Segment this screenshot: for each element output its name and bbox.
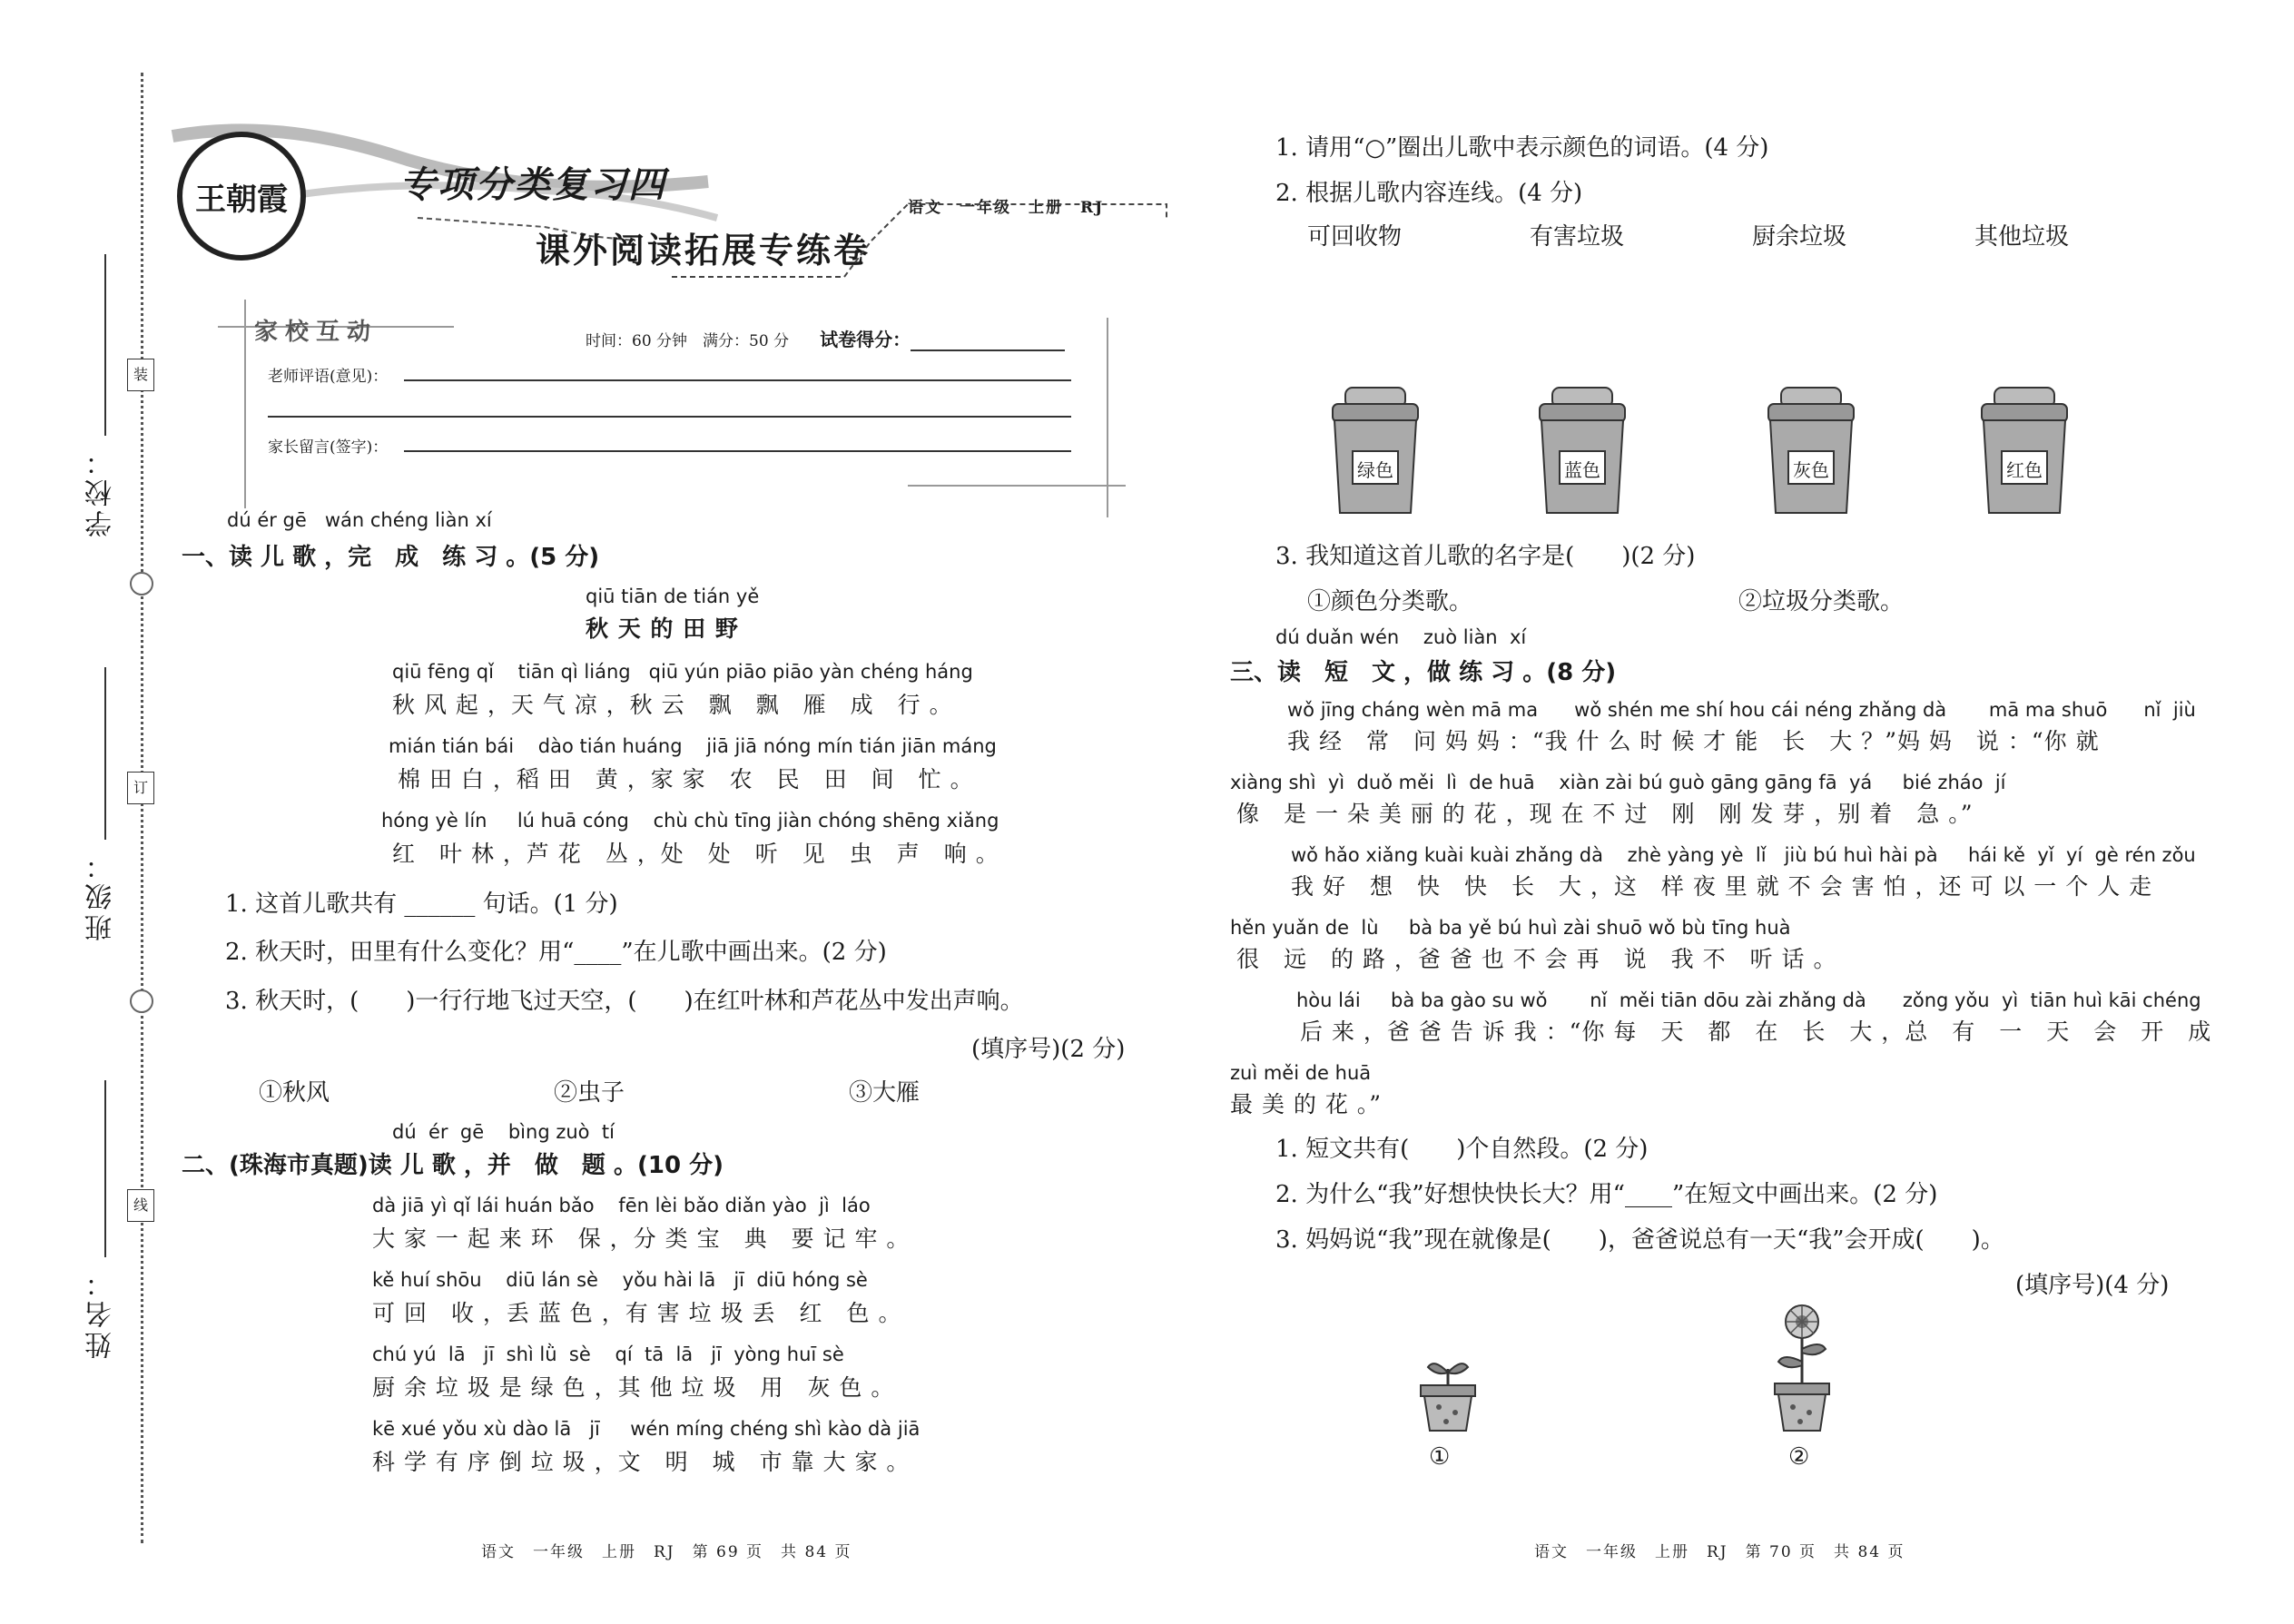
binding-box-mid: 订 bbox=[127, 772, 154, 804]
footer-left: 语文 一年级 上册 RJ 第 69 页 共 84 页 bbox=[481, 1543, 852, 1561]
trash-bin-icon[interactable] bbox=[1974, 386, 2074, 517]
school-field[interactable] bbox=[104, 254, 106, 436]
exam-meta bbox=[586, 325, 1065, 351]
poem-title: 秋 天 的 田 野 bbox=[586, 615, 739, 642]
passage-line: 很 远 的 路 ，爸 爸 也 不 会 再 说 我 不 听 话 。 bbox=[1236, 946, 1837, 972]
passage-line-pinyin: hěn yuǎn de lù bà ba yě bú huì zài shuō wǒ bù tīng huà bbox=[1230, 917, 1791, 939]
s1-question-3: 3. 秋天时，( )一行行地飞过天空，( )在红叶林和芦花丛中发出声响。 bbox=[225, 988, 1024, 1015]
name-label: 姓名： bbox=[85, 1266, 117, 1359]
score-label: 试卷得分： bbox=[820, 329, 911, 350]
poem-line: 棉 田 白 ，稻 田 黄 ，家 家 农 民 田 间 忙 。 bbox=[398, 766, 974, 792]
parent-note-field[interactable] bbox=[404, 450, 1071, 452]
bin-label: 红色 bbox=[2006, 459, 2043, 481]
class-label: 班级： bbox=[85, 849, 117, 941]
s1-option[interactable]: ③大雁 bbox=[849, 1079, 921, 1107]
passage-line-pinyin: wǒ hǎo xiǎng kuài kuài zhǎng dà zhè yàng yè lǐ jiù bú huì hài pà hái kě yǐ yí gè rén zǒu bbox=[1291, 844, 2196, 866]
passage-line: 后 来 ，爸 爸 告 诉 我 ：“你 每 天 都 在 长 大 ，总 有 一 天 会 开 成 bbox=[1300, 1019, 2212, 1045]
s1-option[interactable]: ①秋风 bbox=[259, 1079, 330, 1107]
binding-box-bottom: 线 bbox=[127, 1189, 154, 1222]
category-other[interactable]: 其他垃圾 bbox=[1974, 223, 2070, 251]
section2-title: 二、(珠海市真题)读 儿 歌 ，并 做 题 。(10 分) bbox=[182, 1152, 724, 1179]
rhyme-line-pinyin: kē xué yǒu xù dào lā jī wén míng chéng shì kào dà jiā bbox=[372, 1418, 921, 1440]
trash-bin-icon[interactable] bbox=[1325, 386, 1425, 517]
s2-question-2: 2. 根据儿歌内容连线。(4 分) bbox=[1275, 180, 1583, 207]
section3-title: 三、读 短 文 ，做 练 习 。(8 分) bbox=[1230, 659, 1617, 686]
s2-q3-option[interactable]: ①颜色分类歌。 bbox=[1307, 588, 1473, 615]
rhyme-line-pinyin: chú yú lā jī shì lǜ sè qí tā lā jī yòng huī sè bbox=[372, 1343, 844, 1365]
class-field[interactable] bbox=[104, 667, 106, 840]
category-recyclable[interactable]: 可回收物 bbox=[1307, 223, 1403, 251]
teacher-comment-field[interactable] bbox=[404, 379, 1071, 381]
bin-label: 绿色 bbox=[1357, 459, 1393, 481]
s2-question-3: 3. 我知道这首儿歌的名字是( )(2 分) bbox=[1275, 543, 1696, 570]
binding-sidebar bbox=[0, 0, 182, 1624]
passage-line: 最 美 的 花 。” bbox=[1230, 1091, 1383, 1117]
poem-title-pinyin: qiū tiān de tián yě bbox=[586, 586, 760, 607]
subject-tag: 语文 一年级 上册 RJ bbox=[908, 199, 1105, 217]
s3-question-3: 3. 妈妈说“我”现在就像是( )，爸爸说总有一天“我”会开成( )。 bbox=[1275, 1226, 2004, 1254]
poem-line: 红 叶 林 ，芦 花 丛 ，处 处 听 见 虫 声 响 。 bbox=[392, 841, 999, 867]
rhyme-line: 大 家 一 起 来 环 保 ，分 类 宝 典 要 记 牢 。 bbox=[372, 1225, 911, 1252]
category-kitchen[interactable]: 厨余垃圾 bbox=[1752, 223, 1847, 251]
home-school-title: 家校互动 bbox=[254, 319, 379, 346]
s2-q3-option[interactable]: ②垃圾分类歌。 bbox=[1738, 588, 1905, 615]
teacher-comment-label: 老师评语(意见)： bbox=[268, 368, 389, 386]
score-field[interactable] bbox=[911, 349, 1065, 351]
exam-time: 时间：60 分钟 满分：50 分 bbox=[586, 332, 790, 350]
bin-label: 蓝色 bbox=[1564, 459, 1600, 481]
parent-note-label: 家长留言(签字)： bbox=[268, 438, 389, 457]
s3-question-2: 2. 为什么“我”好想快快长大？用“____”在短文中画出来。(2 分) bbox=[1275, 1181, 1938, 1208]
s1-option[interactable]: ②虫子 bbox=[554, 1079, 625, 1107]
binding-hole-icon bbox=[130, 572, 153, 595]
rhyme-line-pinyin: dà jiā yì qǐ lái huán bǎo fēn lèi bǎo diǎn yào jì láo bbox=[372, 1195, 871, 1216]
section1-pinyin: dú ér gē wán chéng liàn xí bbox=[227, 509, 492, 531]
s2-question-1: 1. 请用“○”圈出儿歌中表示颜色的词语。(4 分) bbox=[1275, 134, 1769, 162]
binding-box-top: 装 bbox=[127, 359, 154, 391]
bin-label: 灰色 bbox=[1793, 459, 1829, 481]
poem-line-pinyin: hóng yè lín lú huā cóng chù chù tīng jiàn chóng shēng xiǎng bbox=[381, 810, 999, 832]
poem-line-pinyin: mián tián bái dào tián huáng jiā jiā nóng mín tián jiān máng bbox=[389, 735, 997, 757]
teacher-comment-field-2[interactable] bbox=[268, 416, 1071, 418]
passage-line-pinyin: xiàng shì yì duǒ měi lì de huā xiàn zài bú guò gāng gāng fā yá bié zháo jí bbox=[1230, 772, 2006, 793]
s3-question-3-note: (填序号)(4 分) bbox=[2015, 1272, 2170, 1299]
section-special-title: 专项分类复习四 bbox=[399, 163, 666, 206]
passage-line: 像 是 一 朵 美 丽 的 花 ，现 在 不 过 刚 刚 发 芽 ，别 着 急 。” bbox=[1236, 801, 1974, 827]
section2-pinyin: dú ér gē bìng zuò tí bbox=[392, 1121, 615, 1143]
school-label: 学校： bbox=[85, 445, 117, 537]
s1-question-2: 2. 秋天时，田里有什么变化？用“____”在儿歌中画出来。(2 分) bbox=[225, 939, 887, 966]
flower-pot-icon[interactable] bbox=[1766, 1298, 1838, 1434]
poem-line: 秋 风 起 ，天 气 凉 ，秋 云 飘 飘 雁 成 行 。 bbox=[392, 692, 953, 718]
s3-question-1: 1. 短文共有( )个自然段。(2 分) bbox=[1275, 1136, 1649, 1163]
name-field[interactable] bbox=[104, 1080, 106, 1257]
publisher-logo: 王朝霞 bbox=[177, 132, 306, 261]
trash-bin-icon[interactable] bbox=[1761, 386, 1861, 517]
trash-bin-icon[interactable] bbox=[1532, 386, 1632, 517]
passage-line: 我 好 想 快 快 长 大 ，这 样 夜 里 就 不 会 害 怕 ，还 可 以 一 个 人 走 bbox=[1291, 873, 2153, 900]
passage-line-pinyin: zuì měi de huā bbox=[1230, 1062, 1372, 1084]
binding-hole-icon bbox=[130, 989, 153, 1013]
rhyme-line: 可 回 收 ，丢 蓝 色 ，有 害 垃 圾 丢 红 色 。 bbox=[372, 1300, 902, 1326]
picture-label: ② bbox=[1788, 1443, 1810, 1471]
passage-line-pinyin: hòu lái bà ba gào su wǒ nǐ měi tiān dōu zài zhǎng dà zǒng yǒu yì tiān huì kāi chéng bbox=[1296, 989, 2201, 1011]
s1-question-3-note: (填序号)(2 分) bbox=[971, 1036, 1126, 1063]
poem-line-pinyin: qiū fēng qǐ tiān qì liáng qiū yún piāo piāo yàn chéng háng bbox=[392, 661, 973, 683]
category-hazardous[interactable]: 有害垃圾 bbox=[1530, 223, 1625, 251]
s1-question-1: 1. 这首儿歌共有 ______ 句话。(1 分) bbox=[225, 891, 618, 918]
section3-pinyin: dú duǎn wén zuò liàn xí bbox=[1275, 626, 1527, 648]
sprout-pot-icon[interactable] bbox=[1412, 1353, 1484, 1434]
page-title: 课外阅读拓展专练卷 bbox=[536, 230, 871, 271]
footer-right: 语文 一年级 上册 RJ 第 70 页 共 84 页 bbox=[1534, 1543, 1905, 1561]
passage-line-pinyin: wǒ jīng cháng wèn mā ma wǒ shén me shí hou cái néng zhǎng dà mā ma shuō nǐ jiù bbox=[1287, 699, 2196, 721]
cut-line bbox=[141, 73, 143, 1543]
section1-title: 一、读 儿 歌 ，完 成 练 习 。(5 分) bbox=[182, 544, 600, 571]
passage-line: 我 经 常 问 妈 妈 ：“我 什 么 时 候 才 能 长 大 ？”妈 妈 说 ：“你 就 bbox=[1287, 728, 2100, 754]
rhyme-line-pinyin: kě huí shōu diū lán sè yǒu hài lā jī diū hóng sè bbox=[372, 1269, 868, 1291]
picture-label: ① bbox=[1429, 1443, 1451, 1471]
title-dashed-frame bbox=[663, 186, 1171, 286]
rhyme-line: 科 学 有 序 倒 垃 圾 ，文 明 城 市 靠 大 家 。 bbox=[372, 1449, 911, 1475]
rhyme-line: 厨 余 垃 圾 是 绿 色 ，其 他 垃 圾 用 灰 色 。 bbox=[372, 1374, 895, 1401]
